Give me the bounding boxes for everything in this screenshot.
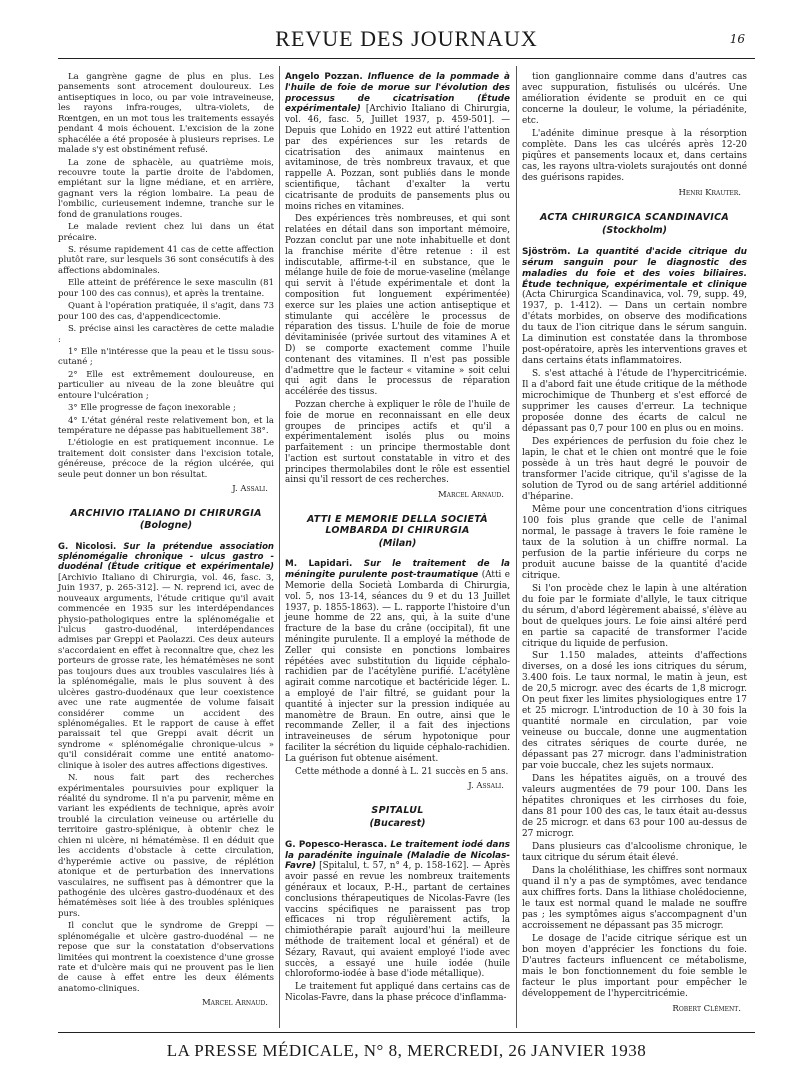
article-lead: [522, 247, 747, 368]
paragraph: Si l'on procède chez le lapin à une altération du foie par le formiate d'allyle, le taux citrique du sérum, d'abord légèrement abaissé, s'élève au bout de quelques jours. Le foie ainsi altéré perd en partie sa capacité de transformer l'acide citrique du liquide de perfusion.: [522, 583, 747, 649]
page-footer: [58, 1032, 755, 1060]
journal-city: (Milan): [378, 537, 417, 549]
article-title: Influence de la pommade à l'huile de foie de morue sur l'évolution des processus de cicatrisation (Étude expérimentale): [285, 72, 510, 115]
signature: J. Assali.: [232, 484, 268, 495]
page-number: 16: [729, 32, 745, 46]
article-title: Le traitement iodé dans la paradénite inguinale (Maladie de Nicolas-Favre): [285, 839, 510, 872]
article-lead: [285, 72, 510, 212]
paragraph: 3° Elle progresse de façon inexorable ;: [68, 403, 236, 414]
paragraph: La zone de sphacèle, au quatrième mois, recouvre toute la partie droite de l'abdomen, empiétant sur la ligne médiane, et en arrière, gagnant vers la région lombaire. La peau de l'ombilic, curieusement indemne, tranche sur le fond de granulations rouges.: [58, 157, 274, 220]
paragraph: Pozzan cherche à expliquer le rôle de l'huile de foie de morue en reconnaissant en elle deux groupes de principes actifs et qu'il a expérimentalement isolés plus ou moins parfaitement : un principe thermostable dont l'action est surtout constatable in vitro et des principes thermolabiles dont le rôle est essentiel ainsi qu'il ressort de ces recherches.: [285, 399, 510, 486]
signature: Marcel Arnaud.: [437, 490, 504, 501]
article-body: (Atti e Memorie della Società Lombarda di Chirurgia, vol. 5, nos 13-14, séances du 9 et du 13 Juillet 1937, p. 1855-1863). — L. rapporte l'histoire d'un jeune homme de 22 ans, qui, à la suite d'une fracture de la base du crâne (occipital), fit une méningite purulente. Il a employé la méthode de Zeller qui consiste en ponctions lombaires répétées avec substitution du liquide céphalo-rachidien par de l'acétylène purifié. L'acétylène agirait comme narcotique et bactéricide léger. L. a employé de l'air filtré, se guidant pour la quantité à injecter sur la pression indiquée au manomètre de Braun. En outre, ainsi que le recommande Zeller, il a fait des injections intraveineuses de sérum hypotonique pour faciliter la sécrétion du liquide céphalo-rachidien. La guérison fut obtenue aisément.: [285, 570, 510, 764]
column-1: [58, 72, 274, 1019]
paragraph: 2° Elle est extrêmement douloureuse, en particulier au niveau de la zone bleuâtre qui entoure l'ulcération ;: [58, 369, 274, 401]
paragraph: Elle atteint de préférence le sexe masculin (81 pour 100 des cas connus), et après la trentaine.: [58, 278, 274, 299]
column-divider: [516, 66, 517, 1028]
paragraph: Quant à l'opération pratiquée, il s'agit, dans 73 pour 100 des cas, d'appendicectomie.: [58, 301, 274, 322]
col3-paragraphs: [522, 72, 747, 184]
article-title: La quantité d'acide citrique du sérum sanguin pour le diagnostic des maladies du foie et des voies biliaires. Étude technique, expérimentale et clinique: [522, 246, 747, 290]
article-body: [Archivio Italiano di Chirurgia, vol. 46, fasc. 3, Juin 1937, p. 265-312]. — N. reprend ici, avec de nouveaux arguments, l'étude critique qu'il avait commencée en 1935 sur les interdépendances physio-pathologiques entre la splénomégalie et l'ulcus gastro-duodénal, interdépendances admises par Greppi et Paolazzi. Ces deux auteurs s'accordaient en effet à reconnaître que, chez les porteurs de grosse rate, les hématémèses ne sont pas toujours dues aux troubles vasculaires liés à la splénomégalie, mais le plus souvent à des ulcères gastro-duodénaux que leur coexistence avec une rate augmentée de volume faisait considérer comme un accident des splénomégalies. Et le rapport de cause à effet paraissait tel que Greppi avait décrit un syndrome « splénomégalie chronique-ulcus » qu'il considérait comme une entité anatomo-clinique à isoler des autres affections digestives.: [58, 572, 274, 771]
signature: Henri Krauter.: [678, 187, 741, 198]
paragraph: Cette méthode a donné à L. 21 succès en 5 ans.: [295, 766, 509, 777]
signature: Robert Clément.: [672, 1003, 741, 1014]
paragraph: 4° L'état général reste relativement bon, et la température ne dépasse pas habituellement 38°.: [58, 415, 274, 436]
journal-heading: ATTI E MEMORIE DELLA SOCIETÀ LOMBARDA DI CHIRURGIA: [307, 514, 488, 536]
paragraph: N. nous fait part des recherches expérimentales poursuivies pour expliquer la réalité du syndrome. Il n'a pu parvenir, même en variant les expédients de technique, après avoir troublé la circulation veineuse ou artérielle du territoire gastro-splénique, à obtenir chez le chien ni ulcère, ni hématémèse. Il en déduit que les accidents d'obstacle à cette circulation, d'hyperémie active ou passive, de réplétion atonique et de perturbation des innervations vasculaires, ne suffisent pas à démontrer que la pathogénie des ulcères gastro-duodénaux et des hématémèses soit liée à des troubles spléniques purs.: [58, 773, 274, 919]
header-rule: [58, 58, 755, 59]
journal-city: (Bologne): [139, 520, 193, 532]
paragraph: Dans plusieurs cas d'alcoolisme chronique, le taux citrique du sérum était élevé.: [522, 841, 747, 863]
paragraph: Même pour une concentration d'ions citriques 100 fois plus grande que celle de l'animal normal, le passage à travers le foie ramène le taux de la solution à un chiffre normal. La perfusion de la partie inférieure du corps ne produit aucune baisse de la quantité d'acide citrique.: [522, 504, 747, 581]
paragraph: L'adénite diminue presque à la résorption complète. Dans les cas ulcérés après 12-20 piqûres et pansements locaux et, dans certains cas, les rayons ultra-violets surajoutés ont donné des guérisons rapides.: [522, 128, 747, 183]
journal-city: (Bucarest): [369, 818, 426, 829]
journal-heading: ARCHIVIO ITALIANO DI CHIRURGIA: [70, 507, 262, 519]
article-author: G. Nicolosi.: [58, 541, 117, 552]
article-body: [Spitalul, t. 57, n° 4, p. 158-162]. — Après avoir passé en revue les nombreux traitements généraux et locaux, P.-H., partant de certaines conclusions thérapeutiques de Nicolas-Favre (les vaccins spécifiques ne paraissent pas trop efficaces ni trop régulièrement actifs, la chimiothérapie paraît aujourd'hui la meilleure méthode de traitement local et général) et de Sézary, Ravaut, qui avaient employé l'iode avec succès, a essayé une huile iodée (huile chloroformo-iodée à base d'iode métallique).: [285, 861, 510, 980]
article-author: M. Lapidari.: [285, 559, 353, 570]
column-2: [285, 72, 510, 1006]
paragraph: Dans la cholélithiase, les chiffres sont normaux quand il n'y a pas de symptômes, avec tendance aux chiffres forts. Dans la lithiase cholédocienne, le taux est normal quand le malade ne souffre pas ; les symptômes aigus s'accompagnent d'un accroissement ne dépassant pas 35 microgr.: [522, 865, 747, 931]
footer-imprint: LA PRESSE MÉDICALE, N° 8, MERCREDI, 26 JANVIER 1938: [166, 1041, 647, 1060]
article-body: (Acta Chirurgica Scandinavica, vol. 79, supp. 49, 1937, p. 1-412). — Dans un certain nombre d'états morbides, on observe des modifications du taux de l'ion citrique dans le sérum sanguin. La diminution est constatée dans la thrombose post-opératoire, après les interventions graves et dans certains états inflammatoires.: [522, 290, 747, 367]
paragraph: La gangrène gagne de plus en plus. Les pansements sont atrocement douloureux. Les antiseptiques in loco, ou par voie intraveineuse, les rayons infra-rouges, ultra-violets, de Rœntgen, en un mot tous les traitements essayés pendant 4 mois échouent. L'excision de la zone sphacélée a été proposée à plusieurs reprises. Le malade s'y est obstinément refusé.: [58, 72, 274, 156]
paragraph: Des expériences de perfusion du foie chez le lapin, le chat et le chien ont montré que le foie possède à un très haut degré le pouvoir de transformer l'acide citrique, qu'il s'agisse de la solution de Tyrod ou de sang artériel additionné d'héparine.: [522, 437, 747, 502]
journal-heading: ACTA CHIRURGICA SCANDINAVICA: [539, 211, 729, 223]
paragraph: S. résume rapidement 41 cas de cette affection plutôt rare, sur lesquels 36 sont consécutifs à des affections abdominales.: [58, 245, 274, 276]
paragraph: 1° Elle n'intéresse que la peau et le tissu sous-cutané ;: [58, 346, 274, 368]
col2-paragraphs-3: [285, 982, 510, 1004]
col3-paragraphs-2: [522, 369, 747, 999]
article-author: G. Popesco-Herasca.: [285, 839, 388, 850]
paragraph: Dans les hépatites aiguës, on a trouvé des valeurs augmentées de 79 pour 100. Dans les hépatites chroniques et les cirrhoses du foie, dans 81 pour 100 des cas, le taux était au-dessus de 25 microgr. et dans 63 pour 100 au-dessus de 27 microgr.: [522, 774, 747, 839]
article-author: Angelo Pozzan.: [285, 72, 363, 82]
signature: J. Assali.: [468, 781, 504, 792]
col2-paragraphs-2: [285, 767, 510, 778]
article-title: Sur la prétendue association splénomégalie chronique - ulcus gastro - duodénal (Étude critique et expérimentale): [58, 541, 274, 573]
paragraph: Il conclut que le syndrome de Greppi — splénomégalie et ulcère gastro-duodénal — ne repose que sur la constatation d'observations limitées qui montrent la coexistence d'une grosse rate et d'ulcère mais qui ne prouvent pas le lien de cause à effet entre les deux éléments anatomo-cliniques.: [58, 921, 274, 994]
running-title: REVUE DES JOURNAUX: [275, 26, 538, 51]
article-lead: [285, 559, 510, 764]
paragraph: Le malade revient chez lui dans un état précaire.: [58, 222, 274, 243]
article-body: [Archivio Italiano di Chirurgia, vol. 46, fasc. 5, Juillet 1937, p. 459-501]. — Depuis que Lohido en 1922 eut attiré l'attention par des expériences sur les retards de cicatrisation des animaux maintenus en avitaminose, de très nombreux travaux, et que rappelle A. Pozzan, sont publiés dans le monde scientifique, tâchant d'exalter la vertu cicatrisante de produits de pansements plus ou moins riches en vitamines.: [285, 104, 510, 212]
article-lead: [58, 542, 274, 772]
col1-paragraphs-2: [58, 773, 274, 994]
paragraph: Le traitement fut appliqué dans certains cas de Nicolas-Favre, dans la phase précoce d'inflamma-: [285, 982, 510, 1003]
paragraph: S. s'est attaché à l'étude de l'hypercitricémie. Il a d'abord fait une étude critique de la méthode microchimique de Thunberg et s'est efforcé de supprimer les causes d'erreur. La technique proposée donne des écarts de calcul ne dépassant pas 0,7 pour 100 en plus ou en moins.: [522, 369, 747, 435]
paragraph: Des expériences très nombreuses, et qui sont relatées en détail dans son important mémoire, Pozzan conclut par une note inhabituelle et dont la franchise mérite d'être retenue : il est indiscutable, affirme-t-il en substance, que le mélange huile de foie de morue-vaseline (mélange qui servit à l'étude expérimentale et dont la composition fut longuement expérimentée) exerce sur les plaies une action antiseptique et stimulante qui accélère le processus de réparation des tissus. L'huile de foie de morue dévitaminisée (privée surtout des vitamines A et D) se comporte exactement comme l'huile contenant des vitamines. Il n'est pas possible d'admettre que le facteur « vitamine » soit celui qui agit dans le processus de réparation accélérée des tissus.: [285, 214, 510, 398]
journal-heading: SPITALUL: [371, 805, 424, 817]
col1-paragraphs: [58, 72, 274, 480]
paragraph: S. précise ainsi les caractères de cette maladie :: [58, 324, 274, 345]
paragraph: Le dosage de l'acide citrique sérique est un bon moyen d'apprécier les fonctions du foie. D'autres facteurs influencent ce métabolisme, mais le bon fonctionnement du foie semble le facteur le plus important pour empêcher le développement de l'hypercitricémie.: [522, 933, 747, 999]
signature: Marcel Arnaud.: [201, 998, 268, 1009]
col2-paragraphs: [285, 214, 510, 486]
article-title: Sur le traitement de la méningite purulente post-traumatique: [285, 559, 510, 581]
paragraph: L'étiologie en est pratiquement inconnue. Le traitement doit consister dans l'excision totale, généreuse, précoce de la région ulcérée, qui seule peut donner un bon résultat.: [58, 438, 274, 480]
journal-city: (Stockholm): [602, 224, 667, 236]
column-3: [522, 72, 747, 1024]
column-divider: [279, 66, 280, 1028]
article-lead: [285, 840, 510, 980]
paragraph: tion ganglionnaire comme dans d'autres cas avec suppuration, fistulisés ou ulcérés. Une amélioration évidente se produit en ce qui concerne la douleur, le volume, la périadénite, etc.: [522, 72, 747, 126]
paragraph: Sur 1.150 malades, atteints d'affections diverses, on a dosé les ions citriques du sérum, 3.400 fois. Le taux normal, le matin à jeun, est de 20,5 microgr. avec des écarts de 1,8 microgr. On peut fixer les limites physiologiques entre 17 et 25 microgr. L'introduction de 10 à 30 fois la quantité normale en circulation, par voie veineuse ou buccale, donne une augmentation des citrates sériques de courte durée, ne dépassant pas 27 microgr. dans l'administration par voie buccale, chez les sujets normaux.: [522, 651, 747, 772]
article-author: Sjöström.: [522, 246, 571, 257]
page-header: [58, 18, 755, 56]
